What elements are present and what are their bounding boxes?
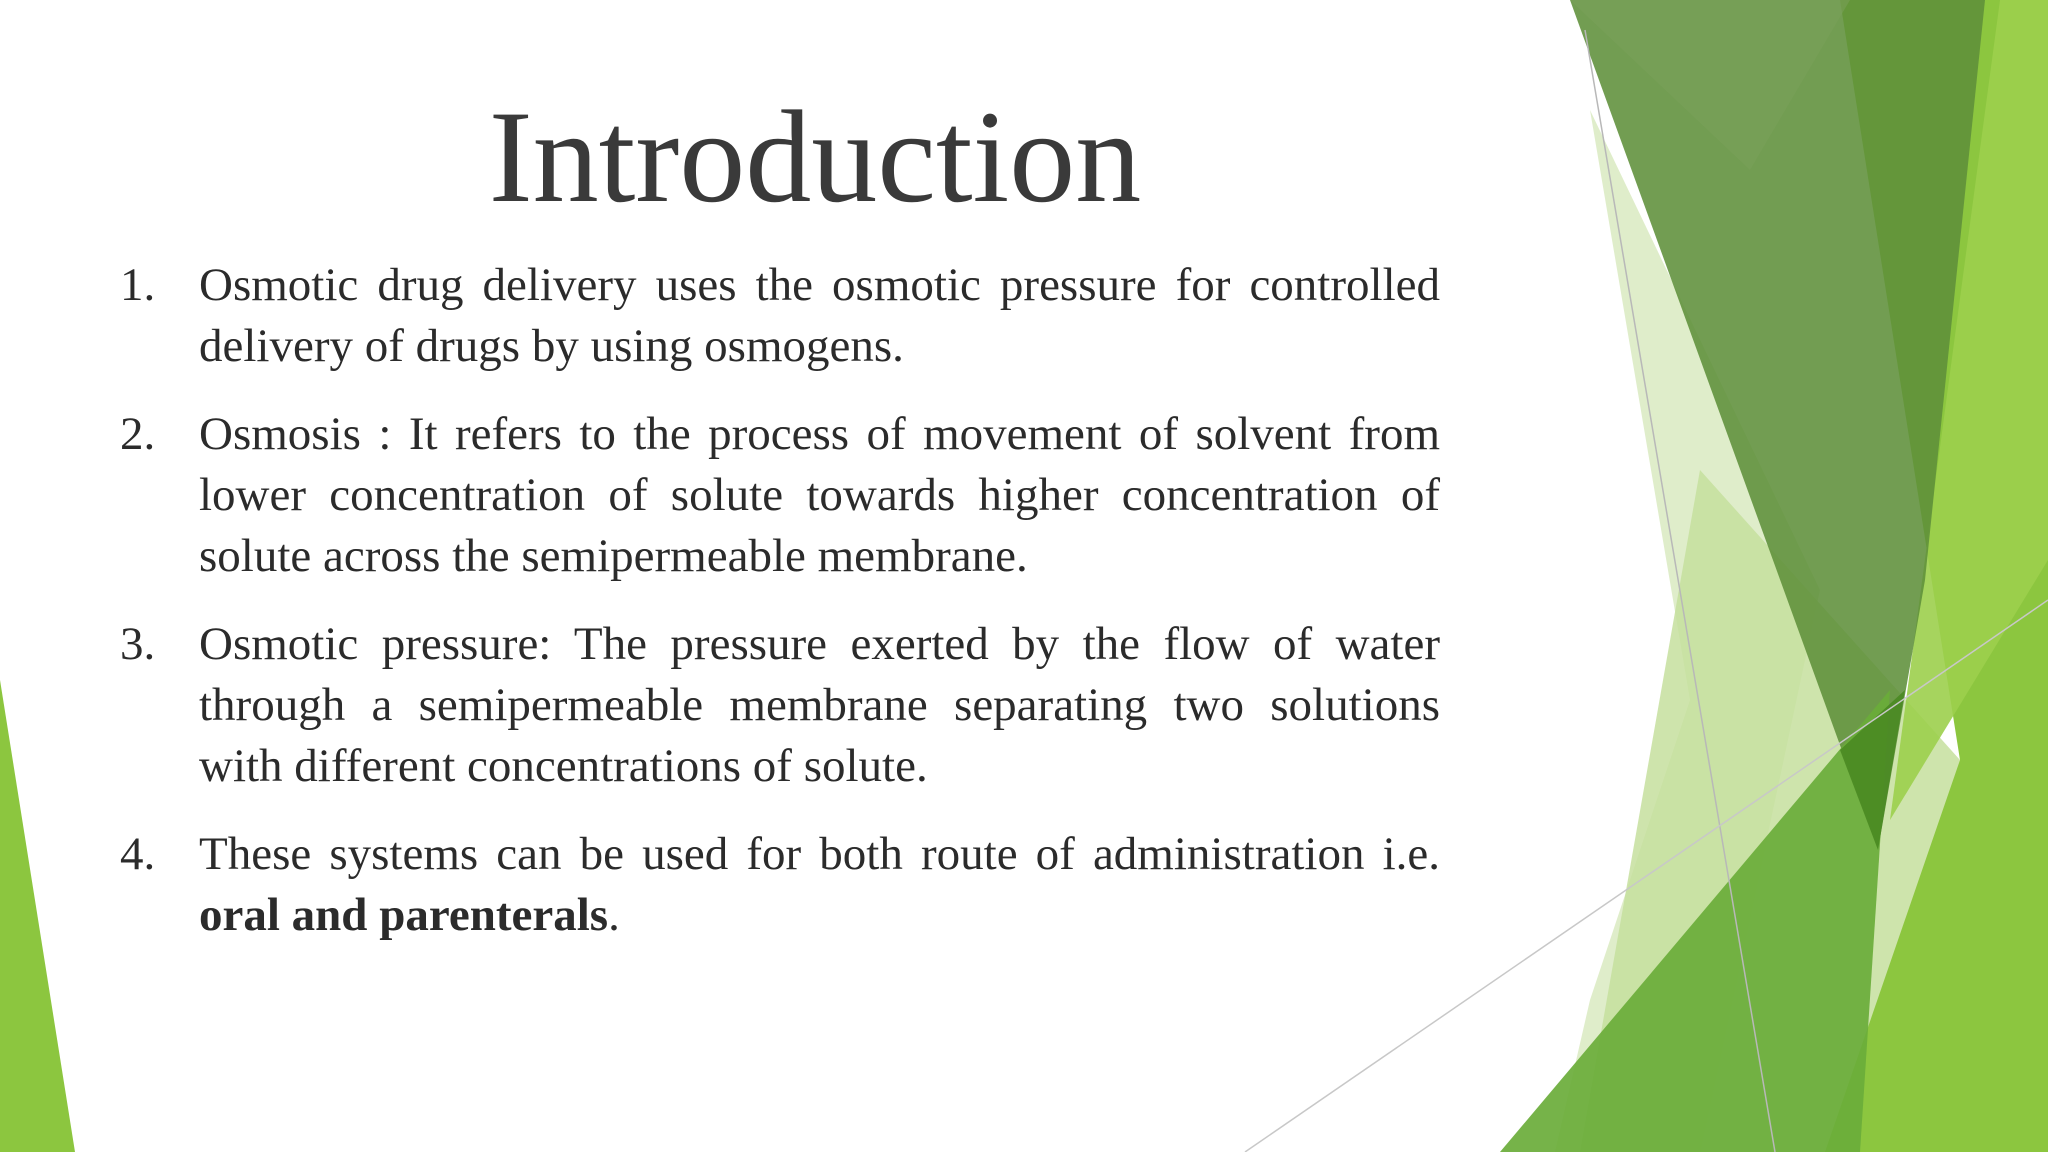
list-item-text: Osmotic drug delivery uses the osmotic pressure for controlled delivery of drugs by using osmogens. bbox=[199, 259, 1440, 372]
list-item-text: Osmotic pressure: The pressure exerted by the flow of water through a semipermeable membrane separating two solutions with different concentrations of solute. bbox=[199, 618, 1440, 792]
list-item bbox=[120, 255, 1440, 377]
slide-title: Introduction bbox=[488, 83, 1142, 230]
list-item bbox=[120, 614, 1440, 797]
list-number: 2. bbox=[120, 408, 156, 460]
list-item-text: Osmosis : It refers to the process of movement of solvent from lower concentration of solute towards higher concentration of solute across the semipermeable membrane. bbox=[199, 408, 1440, 582]
left-green-sliver bbox=[0, 680, 75, 1152]
list-item-text-end: . bbox=[608, 889, 620, 941]
list-number: 1. bbox=[120, 259, 156, 311]
list-number: 3. bbox=[120, 618, 156, 670]
content-list bbox=[120, 255, 1440, 973]
list-item bbox=[120, 404, 1440, 587]
list-item-text: These systems can be used for both route of administration i.e. bbox=[199, 828, 1440, 880]
list-item bbox=[120, 824, 1440, 946]
list-item-bold-text: oral and parenterals bbox=[199, 889, 609, 941]
list-number: 4. bbox=[120, 828, 156, 880]
